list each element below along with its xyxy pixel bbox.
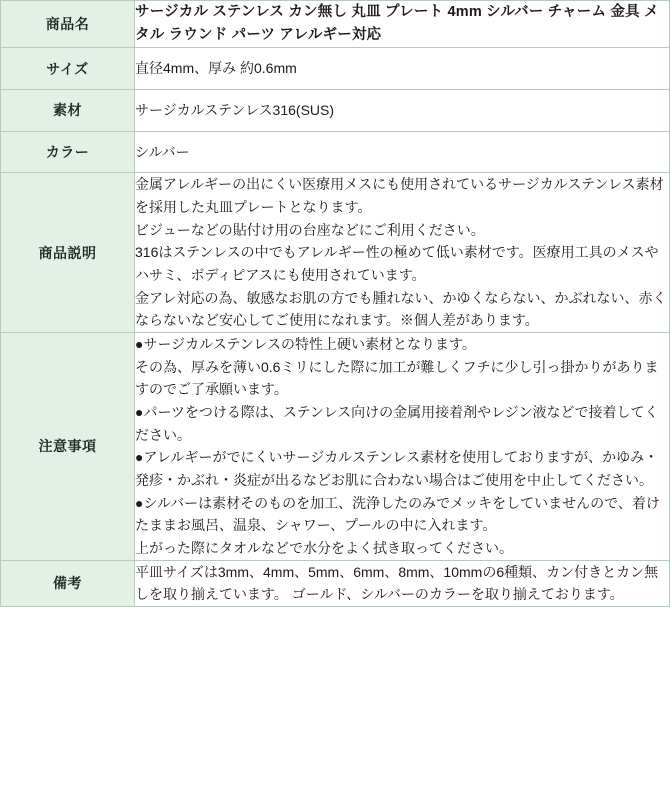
description-line: 316はステンレスの中でもアレルギー性の極めて低い素材です。医療用工具のメスやハサミ、ボディピアスにも使用されています。 bbox=[135, 244, 659, 284]
row-value-size bbox=[135, 48, 670, 90]
caution-line: その為、厚みを薄い0.6ミリにした際に加工が難しくフチに少し引っ掛かりがありますのでご了承願います。 bbox=[135, 358, 659, 398]
table-row bbox=[1, 48, 670, 90]
size-text: 直径4mm、厚み 約0.6mm bbox=[135, 60, 297, 77]
table-row bbox=[1, 90, 670, 132]
caution-line: ●パーツをつける際は、ステンレス向けの金属用接着剤やレジン液などで接着してください。 bbox=[135, 404, 659, 443]
row-value-description bbox=[135, 173, 670, 333]
row-value-product-name bbox=[135, 1, 670, 48]
table-row bbox=[1, 560, 670, 606]
row-label-material: 素材 bbox=[1, 90, 135, 132]
row-label-caution: 注意事項 bbox=[1, 333, 135, 561]
row-label-size: サイズ bbox=[1, 48, 135, 90]
spec-table-body bbox=[1, 1, 670, 607]
row-label-color: カラー bbox=[1, 131, 135, 173]
caution-line: 上がった際にタオルなどで水分をよく拭き取ってください。 bbox=[135, 540, 513, 557]
table-row bbox=[1, 173, 670, 333]
table-row bbox=[1, 333, 670, 561]
row-label-description: 商品説明 bbox=[1, 173, 135, 333]
table-row bbox=[1, 131, 670, 173]
row-value-remarks bbox=[135, 560, 670, 606]
description-line: ビジューなどの貼付け用の台座などにご利用ください。 bbox=[135, 221, 485, 238]
row-value-caution bbox=[135, 333, 670, 561]
caution-line: ●シルバーは素材そのものを加工、洗浄したのみでメッキをしていませんので、着けたままお風呂、温泉、シャワー、プールの中に入れます。 bbox=[135, 494, 660, 534]
caution-line: ●アレルギーがでにくいサージカルステンレス素材を使用しておりますが、かゆみ・発疹・かぶれ・炎症が出るなどお肌に合わない場合はご使用を中止してください。 bbox=[135, 449, 659, 489]
row-value-material bbox=[135, 90, 670, 132]
product-name-text: サージカル ステンレス カン無し 丸皿 プレート 4mm シルバー チャーム 金具 メタル ラウンド パーツ アレルギー対応 bbox=[135, 4, 659, 44]
remarks-text: 平皿サイズは3mm、4mm、5mm、6mm、8mm、10mmの6種類、カン付きとカン無しを取り揃えています。 ゴールド、シルバーのカラーを取り揃えております。 bbox=[135, 563, 659, 603]
description-line: 金アレ対応の為、敏感なお肌の方でも腫れない、かゆくならない、かぶれない、赤くならないなど安心してご使用になれます。※個人差があります。 bbox=[135, 289, 667, 329]
description-line: 金属アレルギーの出にくい医療用メスにも使用されているサージカルステンレス素材を採用した丸皿プレートとなります。 bbox=[135, 176, 664, 216]
table-row bbox=[1, 1, 670, 48]
row-value-color bbox=[135, 131, 670, 173]
row-label-product-name: 商品名 bbox=[1, 1, 135, 48]
row-label-remarks: 備考 bbox=[1, 560, 135, 606]
material-text: サージカルステンレス316(SUS) bbox=[135, 102, 335, 119]
color-text: シルバー bbox=[135, 143, 190, 160]
caution-line: ●サージカルステンレスの特性上硬い素材となります。 bbox=[135, 336, 476, 353]
